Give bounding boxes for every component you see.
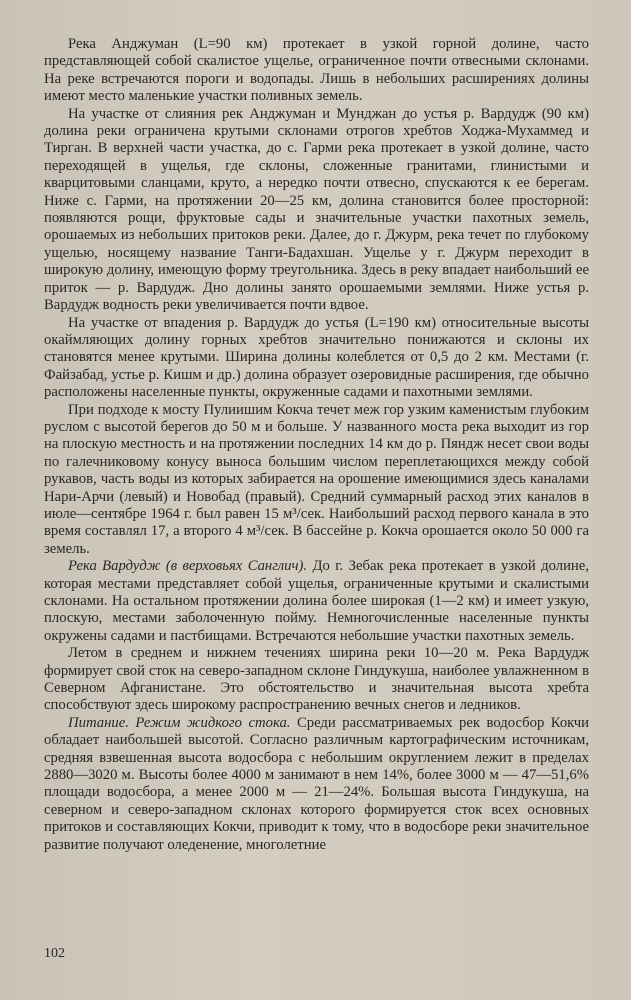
paragraph-lead: Питание. Режим жидкого стока.: [68, 714, 291, 731]
paragraph-anjuman: [44, 36, 589, 106]
paragraph-pulishim-bridge: [44, 402, 589, 559]
paragraph-text: До г. Зебак река протекает в узкой долине, которая местами представляет собой ущелья, ограниченные крутыми и скалистыми склонами. На остальном протяжении долина более широкая (1—2 км) и имеет узкую, плоскую, местами заболоченную пойму. Немногочисленные населенные пункты окружены садами и пастбищами. Встречаются небольшие участки пахотных земель.: [44, 558, 589, 644]
paragraph-text: На участке от впадения р. Вардудж до устья (L=190 км) относительные высоты окаймляющих долину горных хребтов значительно понижаются и склоны их становятся менее крутыми. Ширина долины колеблется от 0,5 до 2 км. Местами (г. Файзабад, устье р. Кишм и др.) долина образует озеровидные расширения, где обычно расположены населенные пункты, окруженные садами и пахотными землями.: [44, 314, 589, 401]
paragraph-vardudj-summer: [44, 645, 589, 715]
paragraph-text: На участке от слияния рек Анджуман и Мунджан до устья р. Вардудж (90 км) долина реки ограничена крутыми склонами отрогов хребтов Ходжа-Мухаммед и Тирган. В верхней части участка, до с. Гарми река протекает в узкой долине, часто переходящей в ущелья, где склоны, сложенные гранитами, глинистыми и кварцитовыми сланцами, круто, а нередко почти отвесно, спускаются к ее берегам. Ниже с. Гарми, на протяжении 20—25 км, долина становится более просторной: появляются рощи, фруктовые сады и значительные участки пахотных земель, орошаемых из небольших притоков реки. Далее, до г. Джурм, река течет по глубокому ущелью, носящему название Танги-Бадахшан. Ущелье у г. Джурм переходит в широкую долину, имеющую форму треугольника. Здесь в реку впадает наибольший ее приток — р. Вардудж. Дно долины занято орошаемыми землями. Ниже устья р. Вардудж водность реки увеличивается почти вдвое.: [44, 105, 589, 314]
paragraph-feeding-regime: [44, 715, 589, 854]
paragraph-anjuman-munjan-section: [44, 106, 589, 315]
paragraph-text: Река Анджуман (L=90 км) протекает в узкой горной долине, часто представляющей собой скалистое ущелье, ограниченное почти отвесными склонами. На реке встречаются пороги и водопады. Лишь в небольших расширениях долины имеют место маленькие участки поливных земель.: [44, 36, 589, 105]
paragraph-text: При подходе к мосту Пулиишим Кокча течет меж гор узким каменистым глубоким руслом с высотой берегов до 50 м и больше. У названного моста река выходит из гор на плоскую местность и на протяжении последних 14 км до р. Пяндж несет свои воды по галечниковому конусу выноса большим числом переплетающихся между собой рукавов, часть воды из которых забирается на орошение имеющимися здесь каналами Нари-Арчи (левый) и Новобад (правый). Средний суммарный расход этих каналов в июле—сентябре 1964 г. был равен 15 м³/сек. Наибольший расход первого канала в это время составлял 17, а второго 4 м³/сек. В бассейне р. Кокча орошается около 50 000 га земель.: [44, 401, 589, 557]
paragraph-vardudj-mouth-section: [44, 315, 589, 402]
page-number: 102: [44, 946, 65, 961]
paragraph-text: Среди рассматриваемых рек водосбор Кокчи обладает наибольшей высотой. Согласно различным картографическим источникам, средняя взвешенная высота водосбора с небольшим округлением лежит в пределах 2880—3020 м. Высоты более 4000 м занимают в нем 14%, более 3000 м — 47—51,6% площади водосбора, а менее 2000 м — 21—24%. Большая высота Гиндукуша, на северном и северо-западном склонах которого формируется сток всех основных притоков и составляющих Кокчи, приводит к тому, что в водосборе реки значительное развитие получают оледенение, многолетние: [44, 714, 589, 853]
body-text: [44, 36, 589, 854]
paragraph-vardudj-river: [44, 558, 589, 645]
paragraph-text: Летом в среднем и нижнем течениях ширина реки 10—20 м. Река Вардудж формирует свой сток на северо-западном склоне Гиндукуша, наиболее увлажненном в Северном Афганистане. Это обстоятельство и значительная высота хребта способствуют здесь широкому распространению вечных снегов и ледников.: [44, 645, 589, 714]
paragraph-lead: Река Вардудж (в верховьях Санглич).: [68, 558, 308, 575]
